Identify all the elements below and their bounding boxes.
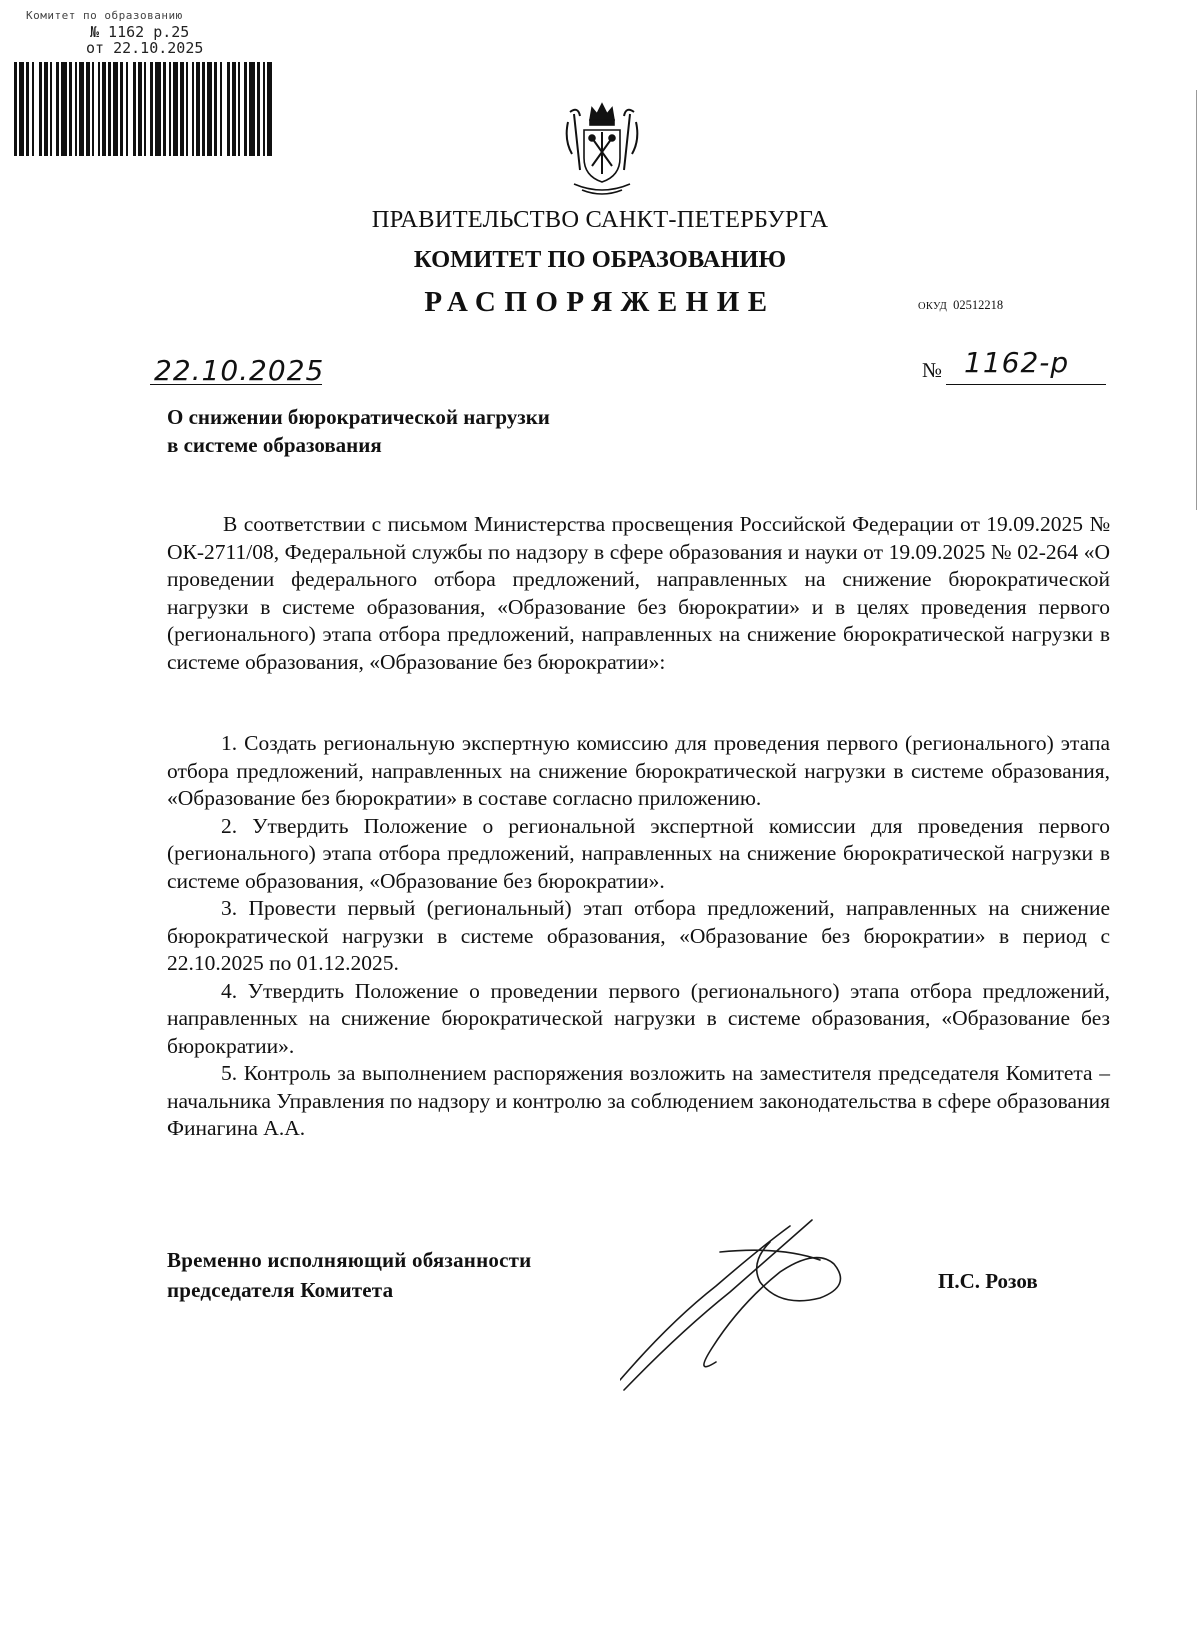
committee-name: КОМИТЕТ ПО ОБРАЗОВАНИЮ: [413, 246, 787, 273]
intro-paragraph: В соответствии с письмом Министерства просвещения Российской Федерации от 19.09.2025 № ОК-2711/08, Федеральной службы по надзору в сфере образования и науки от 19.09.2025 № 02-264 «О проведении федерального отбора предложений, направленных на снижение бюрократической нагрузки в системе образования, «Образование без бюрократии» и в целях проведения первого (регионального) этапа отбора предложений, направленных на снижение бюрократической нагрузки в системе образования, «Образование без бюрократии»:: [167, 512, 1110, 674]
okud-value: 02512218: [953, 298, 1004, 312]
barcode: [14, 62, 272, 156]
document-date: 22.10.2025: [154, 354, 325, 387]
coat-of-arms-emblem: [560, 100, 644, 200]
handwritten-signature: [620, 1212, 860, 1402]
subject-line: в системе образования: [167, 432, 382, 457]
signer-name: П.С. Розов: [938, 1269, 1038, 1293]
document-type: РАСПОРЯЖЕНИЕ: [424, 286, 776, 318]
okud-code: [918, 298, 1003, 313]
order-item: 1. Создать региональную экспертную комиссию для проведения первого (регионального) этапа отбора предложений, направленных на снижение бюрократической нагрузки в системе образования, «Образование без бюрократии» в составе согласно приложению.: [167, 731, 1110, 810]
order-item: 4. Утвердить Положение о проведении первого (регионального) этапа отбора предложений, направленных на снижение бюрократической нагрузки в системе образования, «Образование без бюрократии».: [167, 978, 1110, 1058]
stamp-number: № 1162 р.25: [90, 23, 190, 41]
signer-position-line: председателя Комитета: [167, 1278, 394, 1302]
order-item: 3. Провести первый (региональный) этап отбора предложений, направленных на снижение бюрократической нагрузки в системе образования, «Образование без бюрократии» в период с 22.10.2025 по 01.12.2025.: [167, 896, 1110, 975]
signer-position-line: Временно исполняющий обязанности: [167, 1248, 532, 1272]
registration-stamp: [26, 8, 203, 56]
number-underline: [946, 384, 1106, 385]
signer-position: [167, 1245, 531, 1305]
government-name: ПРАВИТЕЛЬСТВО САНКТ-ПЕТЕРБУРГА: [371, 206, 829, 233]
date-underline: [150, 384, 322, 385]
stamp-header: Комитет по образованию: [26, 9, 183, 22]
number-label: №: [922, 358, 943, 382]
subject-line: О снижении бюрократической нагрузки: [167, 405, 550, 429]
document-number: 1162-р: [964, 346, 1070, 379]
order-item: 2. Утвердить Положение о региональной экспертной комиссии для проведения первого (регионального) этапа отбора предложений, направленных на снижение бюрократической нагрузки в системе образования, «Образование без бюрократии».: [167, 813, 1110, 893]
order-item: 5. Контроль за выполнением распоряжения возложить на заместителя председателя Комитета – начальника Управления по надзору и контролю за соблюдением законодательства в сфере образования Финагина А.А.: [167, 1061, 1110, 1140]
okud-label: ОКУД: [918, 301, 948, 312]
scan-edge-line: [1196, 90, 1197, 510]
document-subject: [167, 404, 550, 459]
order-items: [167, 730, 1110, 1143]
stamp-date: от 22.10.2025: [86, 39, 204, 57]
